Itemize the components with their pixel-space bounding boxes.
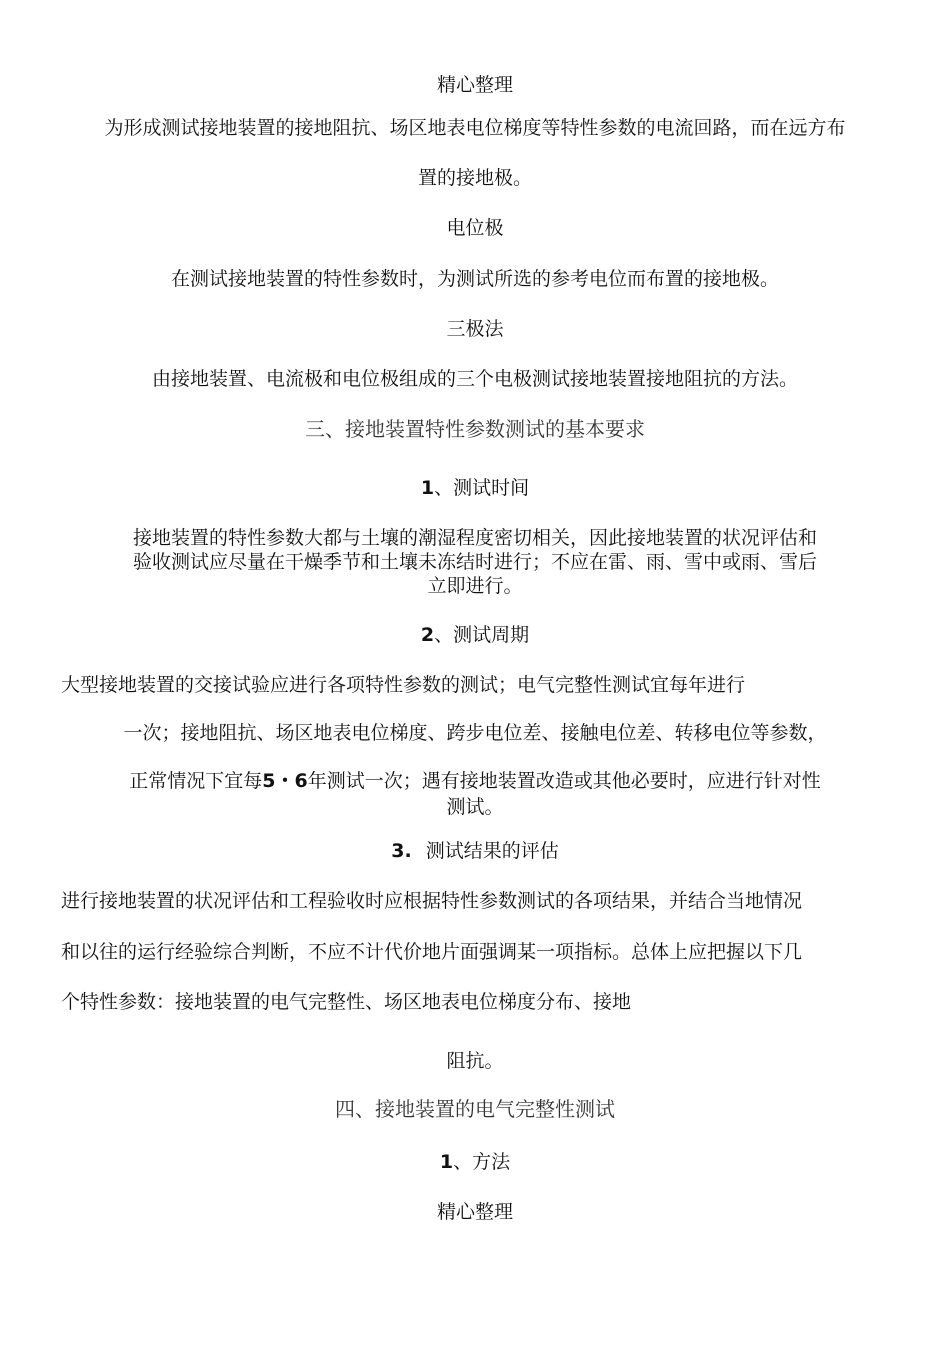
text-run: 正常情况下宜每	[129, 770, 263, 792]
test-period-paragraph-line-3	[0, 769, 950, 793]
subheading-method	[0, 1150, 950, 1174]
subheading-number: 1	[420, 477, 435, 499]
test-time-paragraph-line-2: 验收测试应尽量在干燥季节和土壤未冻结时进行；不应在雷、雨、雪中或雨、雪后	[132, 551, 817, 573]
footer-watermark: 精心整理	[436, 1201, 513, 1223]
evaluation-paragraph-line-4: 阻抗。	[446, 1050, 504, 1072]
test-time-paragraph-line-1: 接地装置的特性参数大都与土壤的潮湿程度密切相关，因此接地装置的状况评估和	[132, 527, 817, 549]
test-period-paragraph-line-1: 大型接地装置的交接试验应进行各项特性参数的测试；电气完整性测试宜每年进行	[61, 674, 746, 696]
header-watermark: 精心整理	[436, 74, 513, 96]
potential-electrode-definition: 在测试接地装置的特性参数时，为测试所选的参考电位而布置的接地极。	[170, 268, 779, 290]
section-heading-4: 四、接地装置的电气完整性测试	[335, 1097, 615, 1121]
subheading-title: 、测试周期	[434, 624, 530, 646]
text-run: 年测试一次；遇有接地装置改造或其他必要时，应进行针对性	[307, 770, 821, 792]
subheading-number: 2	[420, 624, 435, 646]
test-period-paragraph-line-2: 一次；接地阻抗、场区地表电位梯度、跨步电位差、接触电位差、转移电位等参数，	[123, 722, 827, 744]
evaluation-paragraph-line-3: 个特性参数：接地装置的电气完整性、场区地表电位梯度分布、接地	[61, 991, 632, 1013]
subheading-test-time	[0, 476, 950, 500]
term-potential-electrode: 电位极	[446, 217, 504, 239]
subheading-number: 1	[439, 1151, 454, 1173]
subheading-title: 、方法	[453, 1151, 511, 1173]
subheading-title: 、测试时间	[434, 477, 530, 499]
subheading-number: 3.	[391, 840, 412, 862]
section-heading-3: 三、接地装置特性参数测试的基本要求	[305, 417, 645, 441]
test-time-paragraph-line-3: 立即进行。	[427, 575, 523, 597]
subheading-result-evaluation	[0, 839, 950, 863]
current-electrode-definition-line-1: 为形成测试接地装置的接地阻抗、场区地表电位梯度等特性参数的电流回路，而在远方布	[104, 117, 846, 139]
current-electrode-definition-line-2: 置的接地极。	[417, 167, 532, 189]
three-pole-method-definition: 由接地装置、电流极和电位极组成的三个电极测试接地装置接地阻抗的方法。	[151, 368, 798, 390]
test-period-paragraph-line-4: 测试。	[446, 796, 504, 818]
interval-years: 5・6	[262, 770, 308, 792]
term-three-pole-method: 三极法	[446, 318, 504, 340]
evaluation-paragraph-line-2: 和以往的运行经验综合判断，不应不计代价地片面强调某一项指标。总体上应把握以下几	[61, 941, 803, 963]
subheading-title: 测试结果的评估	[425, 840, 559, 862]
evaluation-paragraph-line-1: 进行接地装置的状况评估和工程验收时应根据特性参数测试的各项结果，并结合当地情况	[61, 890, 803, 912]
subheading-test-period	[0, 623, 950, 647]
